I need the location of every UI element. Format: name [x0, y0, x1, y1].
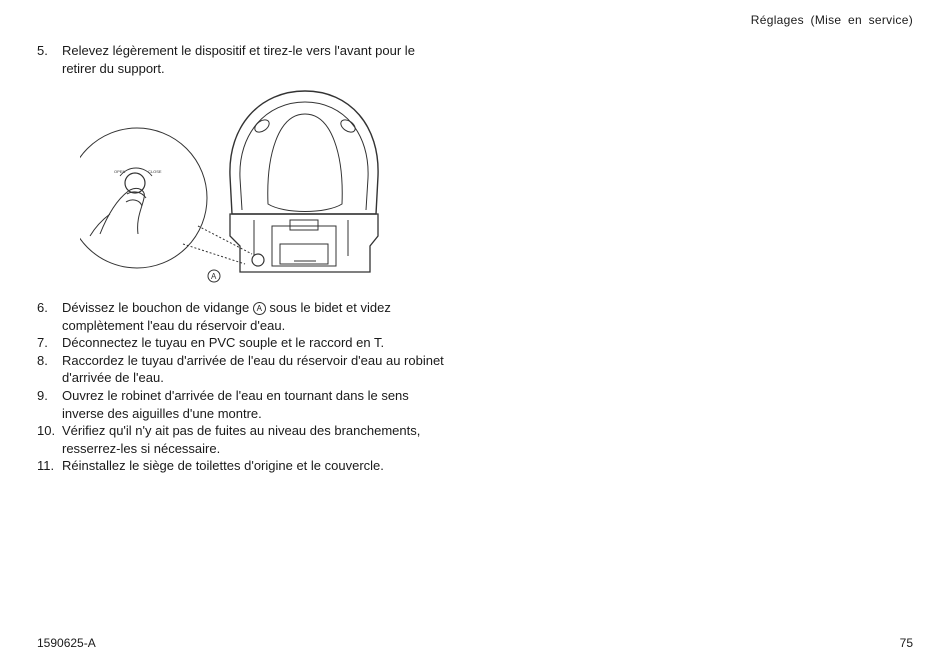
- step-text: Déconnectez le tuyau en PVC souple et le raccord en T.: [62, 335, 385, 351]
- step-number: 6.: [37, 300, 48, 315]
- step-7: [37, 334, 447, 352]
- callout-letter: A: [211, 272, 217, 281]
- step-5: [37, 42, 447, 77]
- step-number: 10.: [37, 423, 56, 439]
- document-number: 1590625-A: [37, 636, 96, 650]
- close-label: CLOSE: [148, 169, 162, 174]
- step-list-bottom: [37, 299, 447, 475]
- page-number: 75: [899, 636, 913, 650]
- step-list-top: [37, 42, 447, 77]
- step-text-part: Dévissez le bouchon de vidange: [62, 300, 253, 315]
- step-number: 5.: [37, 43, 48, 58]
- step-6: [37, 299, 447, 334]
- step-text: Réinstallez le siège de toilettes d'origine et le couvercle.: [62, 458, 384, 474]
- step-number: 9.: [37, 387, 48, 403]
- step-9: [37, 387, 447, 422]
- step-number: 8.: [37, 352, 48, 368]
- step-number: 11.: [37, 458, 55, 474]
- step-number: 7.: [37, 335, 48, 351]
- seat-outline: [230, 91, 378, 214]
- step-text: Relevez légèrement le dispositif et tirez-le vers l'avant pour le retirer du support.: [62, 43, 415, 76]
- marker-a: A: [253, 302, 266, 315]
- running-header: Réglages (Mise en service): [750, 13, 913, 27]
- step-10: [37, 422, 447, 457]
- step-text: Vérifiez qu'il n'y ait pas de fuites au niveau des branchements, resserrez-les si nécessaire.: [62, 423, 421, 456]
- seat-opening: [268, 114, 342, 212]
- bidet-drawing: [80, 86, 390, 286]
- drain-cap: [252, 254, 264, 266]
- step-11: [37, 457, 447, 475]
- step-text: Raccordez le tuyau d'arrivée de l'eau du réservoir d'eau au robinet d'arrivée de l'eau.: [62, 352, 444, 386]
- step-8: [37, 352, 447, 387]
- bidet-drain-illustration: [80, 86, 390, 286]
- step-text-part: sous le bidet et videz complètement l'eau du réservoir d'eau.: [62, 300, 391, 333]
- bidet-base: [230, 214, 378, 272]
- step-text: [62, 299, 447, 334]
- step-text: Ouvrez le robinet d'arrivée de l'eau en tournant dans le sens inverse des aiguilles d'une montre.: [62, 387, 409, 421]
- base-panel: [272, 226, 336, 266]
- open-label: OPEN: [114, 169, 126, 174]
